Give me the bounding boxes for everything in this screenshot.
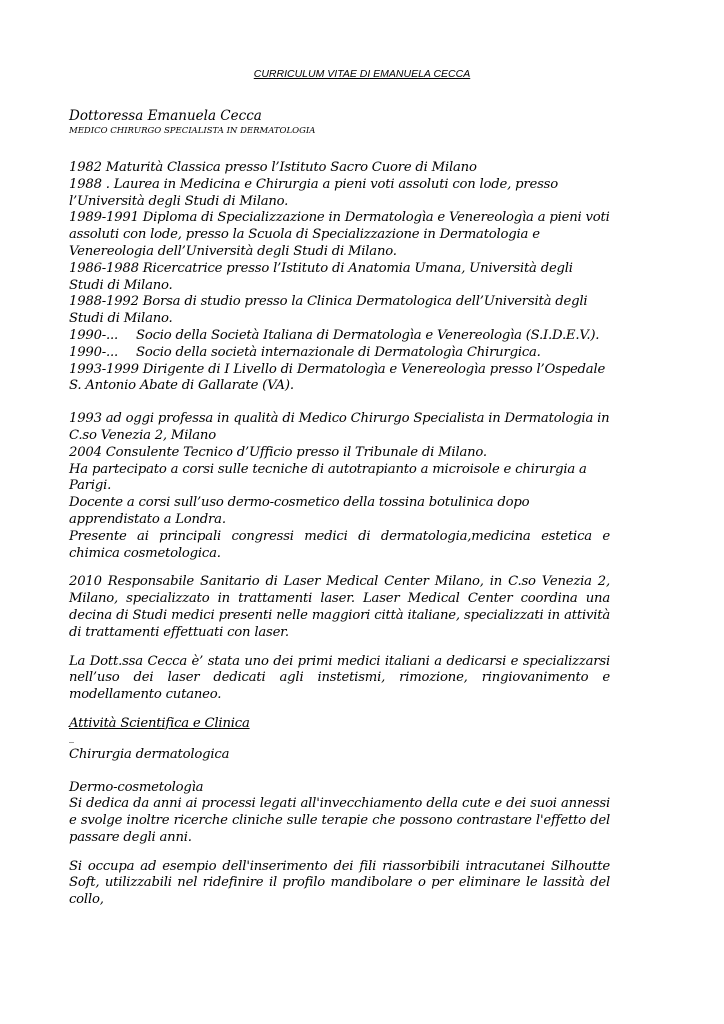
membership-year: 1990-... (69, 327, 118, 343)
career-entry: Ha partecipato a corsi sulle tecniche di autotrapianto a microisole e chirurgia a Parigi. (69, 461, 587, 494)
career-entry: 1993 ad oggi professa in qualità di Medico Chirurgo Specialista in Dermatologia in C.so Venezia 2, Milano (69, 411, 610, 443)
doctor-name: Dottoressa Emanuela Cecca (69, 108, 262, 124)
cv-body (69, 160, 610, 909)
membership-entry (69, 328, 610, 345)
section-heading: Attività Scientifica e Clinica (69, 715, 250, 731)
cosmetology-paragraph: Si dedica da anni ai processi legati all'invecchiamento della cute e dei suoi annessi e svolge inoltre ricerche cliniche sulle terapie che possono contrastare l'effetto del passare degli anni. (69, 796, 610, 845)
career-entry: Presente ai principali congressi medici di dermatologia,medicina estetica e chimica cosmetologica. (69, 528, 610, 561)
membership-year: 1990-... (69, 344, 118, 360)
career-paragraph: 2010 Responsabile Sanitario di Laser Medical Center Milano, in C.so Venezia 2, Milano, specializzato in trattamenti laser. Laser Medical Center coordina una decina di Studi medici presenti nelle maggiori città italiane, specializzati in attività di trattamenti effettuati con laser. (69, 574, 610, 640)
document-title: CURRICULUM VITAE DI EMANUELA CECCA (253, 68, 471, 80)
subsection-heading: Dermo-cosmetologìa (69, 779, 204, 795)
subsection-heading: Chirurgia dermatologica (69, 746, 230, 762)
membership-text: Socio della Società Italiana di Dermatologìa e Venereologìa (S.I.D.E.V.). (136, 327, 600, 343)
education-entry: 1988 . Laurea in Medicina e Chirurgia a pieni voti assoluti con lode, presso l’Università degli Studi di Milano. (69, 176, 558, 209)
membership-text: Socio della società internazionale di Dermatologìa Chirurgica. (136, 344, 541, 360)
career-entry: Docente a corsi sull’uso dermo-cosmetico della tossina botulinica dopo apprendistato a Londra. (69, 495, 530, 527)
doctor-specialty: MEDICO CHIRURGO SPECIALISTA IN DERMATOLOGIA (69, 126, 316, 136)
career-entry: 2004 Consulente Tecnico d’Ufficio presso il Tribunale di Milano. (69, 444, 487, 460)
membership-entry (69, 345, 610, 362)
education-entry: 1993-1999 Dirigente di I Livello di Dermatologìa e Venereologìa presso l’Ospedale S. Antonio Abate di Gallarate (VA). (69, 361, 606, 394)
education-entry: 1988-1992 Borsa di studio presso la Clinica Dermatologica dell’Università degli Studi di Milano. (69, 294, 588, 327)
education-entry: 1989-1991 Diploma di Specializzazione in Dermatologìa e Venereologìa a pieni voti assoluti con lode, presso la Scuola di Specializzazione in Dermatologia e Venereologia dell’Università degli Studi di Milano. (69, 210, 610, 259)
stray-mark: _ (69, 731, 74, 743)
career-paragraph: La Dott.ssa Cecca è’ stata uno dei primi medici italiani a dedicarsi e specializzarsi nell’uso dei laser dedicati agli instetismi, rimozione, ringiovanimento e modellamento cutaneo. (69, 653, 610, 703)
threads-paragraph: Si occupa ad esempio dell'inserimento dei fili riassorbibili intracutanei Silhoutte Soft, utilizzabili nel ridefinire il profilo mandibolare o per eliminare le lassità del collo, (69, 858, 610, 908)
education-entry: 1982 Maturità Classica presso l’Istituto Sacro Cuore di Milano (69, 160, 477, 175)
education-entry: 1986-1988 Ricercatrice presso l’Istituto di Anatomia Umana, Università degli Studi di Milano. (69, 260, 573, 293)
